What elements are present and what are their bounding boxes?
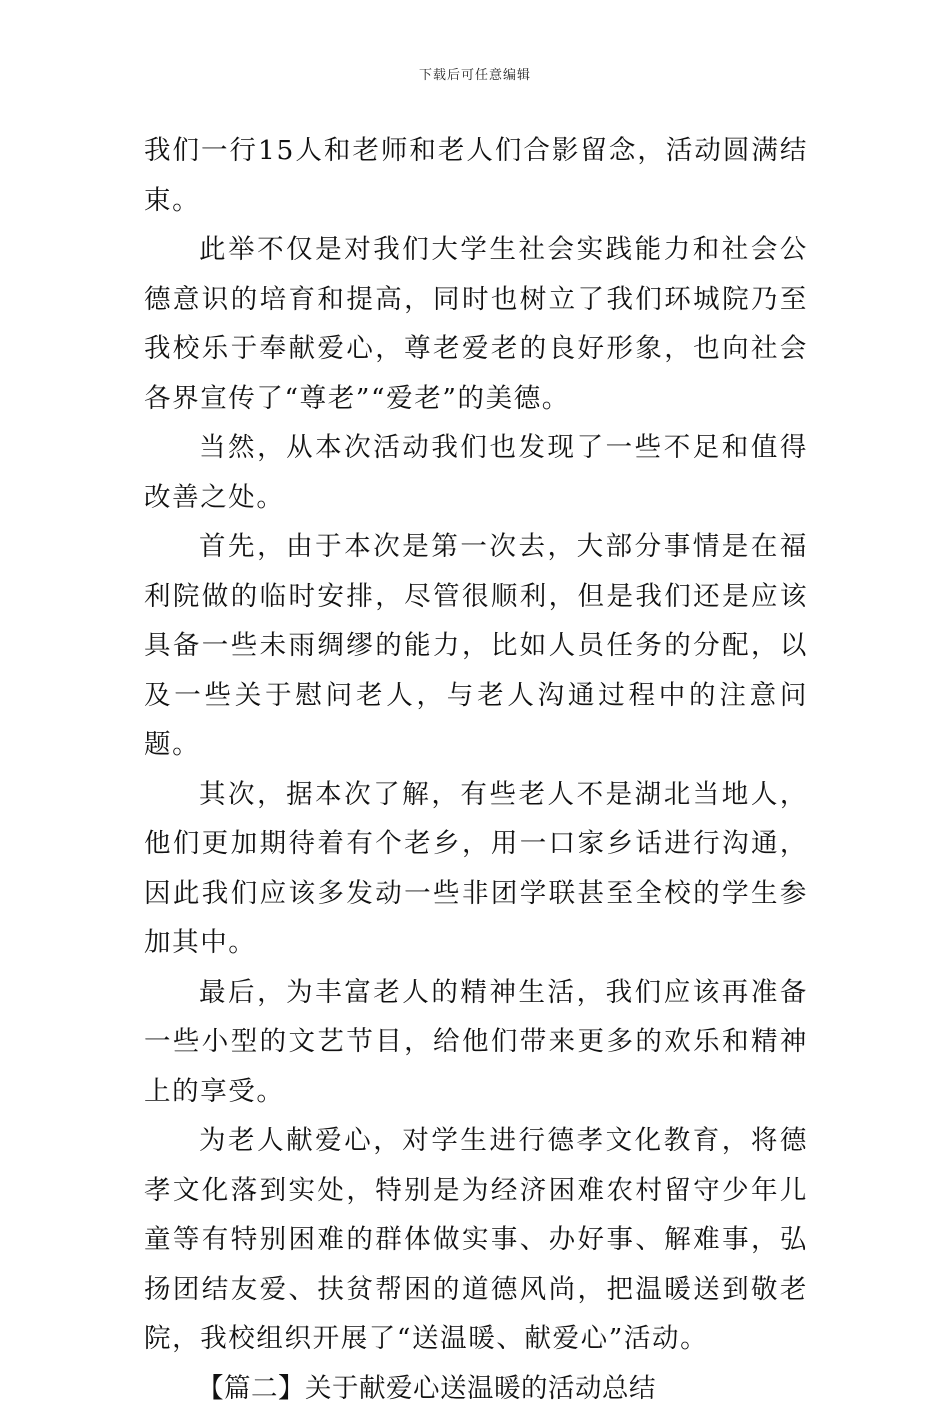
- paragraph-6: 最后，为丰富老人的精神生活，我们应该再准备一些小型的文艺节目，给他们带来更多的欢乐和精神上的享受。: [144, 968, 808, 1117]
- document-body: [144, 126, 808, 1413]
- paragraph-4: 首先，由于本次是第一次去，大部分事情是在福利院做的临时安排，尽管很顺利，但是我们还是应该具备一些未雨绸缪的能力，比如人员任务的分配，以及一些关于慰问老人，与老人沟通过程中的注意问题。: [144, 522, 808, 770]
- paragraph-5: 其次，据本次了解，有些老人不是湖北当地人，他们更加期待着有个老乡，用一口家乡话进行沟通，因此我们应该多发动一些非团学联甚至全校的学生参加其中。: [144, 770, 808, 968]
- paragraph-2: 此举不仅是对我们大学生社会实践能力和社会公德意识的培育和提高，同时也树立了我们环城院乃至我校乐于奉献爱心，尊老爱老的良好形象，也向社会各界宣传了“尊老”“爱老”的美德。: [144, 225, 808, 423]
- section-heading: 【篇二】关于献爱心送温暖的活动总结: [144, 1364, 808, 1413]
- paragraph-1: 我们一行15人和老师和老人们合影留念，活动圆满结束。: [144, 126, 808, 225]
- page-header: 下载后可任意编辑: [0, 64, 950, 83]
- paragraph-7: 为老人献爱心，对学生进行德孝文化教育，将德孝文化落到实处，特别是为经济困难农村留守少年儿童等有特别困难的群体做实事、办好事、解难事，弘扬团结友爱、扶贫帮困的道德风尚，把温暖送到敬老院，我校组织开展了“送温暖、献爱心”活动。: [144, 1116, 808, 1364]
- paragraph-3: 当然，从本次活动我们也发现了一些不足和值得改善之处。: [144, 423, 808, 522]
